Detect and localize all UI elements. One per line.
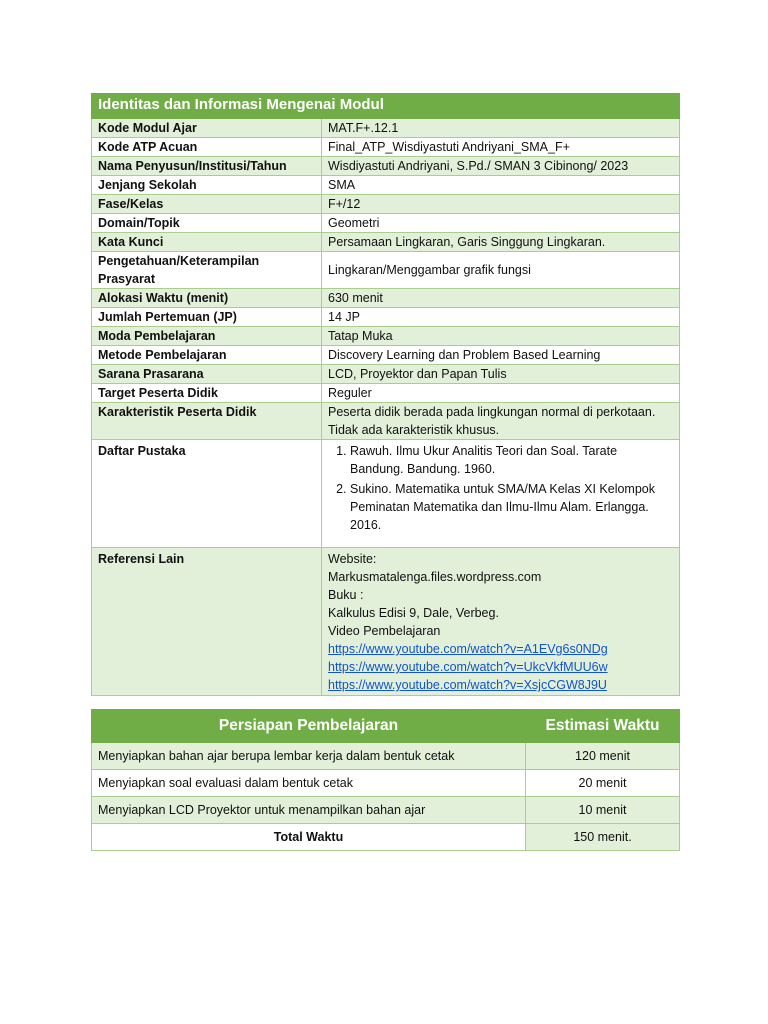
referensi-lain-label: Referensi Lain xyxy=(92,548,322,696)
row-value: Lingkaran/Menggambar grafik fungsi xyxy=(322,252,680,289)
website-label: Website: xyxy=(328,552,377,566)
video-link[interactable]: https://www.youtube.com/watch?v=XsjcCGW8J9U xyxy=(328,678,607,692)
row-value: Final_ATP_Wisdiyastuti Andriyani_SMA_F+ xyxy=(322,138,680,157)
row-label: Moda Pembelajaran xyxy=(92,327,322,346)
row-value: F+/12 xyxy=(322,195,680,214)
video-link[interactable]: https://www.youtube.com/watch?v=UkcVkfMUU6w xyxy=(328,660,608,674)
buku-label: Buku : xyxy=(328,588,364,602)
row-label: Karakteristik Peserta Didik xyxy=(92,403,322,440)
row-value: Wisdiyastuti Andriyani, S.Pd./ SMAN 3 Cibinong/ 2023 xyxy=(322,157,680,176)
row-label: Fase/Kelas xyxy=(92,195,322,214)
video-label: Video Pembelajaran xyxy=(328,624,441,638)
row-value: 630 menit xyxy=(322,289,680,308)
website-text: Markusmatalenga.files.wordpress.com xyxy=(328,570,542,584)
row-label: Domain/Topik xyxy=(92,214,322,233)
module-identity-table xyxy=(91,93,680,696)
row-value: LCD, Proyektor dan Papan Tulis xyxy=(322,365,680,384)
row-label: Kode ATP Acuan xyxy=(92,138,322,157)
row-label: Metode Pembelajaran xyxy=(92,346,322,365)
row-value: 14 JP xyxy=(322,308,680,327)
row-label: Alokasi Waktu (menit) xyxy=(92,289,322,308)
row-label: Kata Kunci xyxy=(92,233,322,252)
row-value: Peserta didik berada pada lingkungan normal di perkotaan. Tidak ada karakteristik khusus. xyxy=(322,403,680,440)
prep-header-task: Persiapan Pembelajaran xyxy=(92,710,526,743)
list-item: 2. Sukino. Matematika untuk SMA/MA Kelas XI Kelompok Peminatan Matematika dan Ilmu-Ilmu Alam. Erlangga. 2016. xyxy=(350,480,673,534)
list-item: 1. Rawuh. Ilmu Ukur Analitis Teori dan Soal. Tarate Bandung. Bandung. 1960. xyxy=(350,442,673,478)
daftar-pustaka-label: Daftar Pustaka xyxy=(92,440,322,548)
prep-time: 120 menit xyxy=(526,743,680,770)
prep-header-time: Estimasi Waktu xyxy=(526,710,680,743)
prep-time: 20 menit xyxy=(526,770,680,797)
row-label: Jumlah Pertemuan (JP) xyxy=(92,308,322,327)
buku-text: Kalkulus Edisi 9, Dale, Verbeg. xyxy=(328,606,499,620)
row-label: Pengetahuan/Keterampilan Prasyarat xyxy=(92,252,322,289)
row-value: Reguler xyxy=(322,384,680,403)
referensi-lain-value xyxy=(322,548,680,696)
row-label: Kode Modul Ajar xyxy=(92,119,322,138)
total-label: Total Waktu xyxy=(92,824,526,851)
row-value: SMA xyxy=(322,176,680,195)
module-table-title: Identitas dan Informasi Mengenai Modul xyxy=(92,94,680,119)
total-value: 150 menit. xyxy=(526,824,680,851)
prep-task: Menyiapkan LCD Proyektor untuk menampilkan bahan ajar xyxy=(92,797,526,824)
row-label: Jenjang Sekolah xyxy=(92,176,322,195)
prep-task: Menyiapkan bahan ajar berupa lembar kerja dalam bentuk cetak xyxy=(92,743,526,770)
row-value: MAT.F+.12.1 xyxy=(322,119,680,138)
row-value: Geometri xyxy=(322,214,680,233)
row-label: Nama Penyusun/Institusi/Tahun xyxy=(92,157,322,176)
reference-list xyxy=(328,442,673,534)
row-label: Sarana Prasarana xyxy=(92,365,322,384)
prep-task: Menyiapkan soal evaluasi dalam bentuk cetak xyxy=(92,770,526,797)
row-value: Discovery Learning dan Problem Based Learning xyxy=(322,346,680,365)
video-link[interactable]: https://www.youtube.com/watch?v=A1EVg6s0NDg xyxy=(328,642,608,656)
row-value: Tatap Muka xyxy=(322,327,680,346)
row-value: Persamaan Lingkaran, Garis Singgung Lingkaran. xyxy=(322,233,680,252)
row-label: Target Peserta Didik xyxy=(92,384,322,403)
prep-time: 10 menit xyxy=(526,797,680,824)
daftar-pustaka-value xyxy=(322,440,680,548)
preparation-table xyxy=(91,709,680,851)
